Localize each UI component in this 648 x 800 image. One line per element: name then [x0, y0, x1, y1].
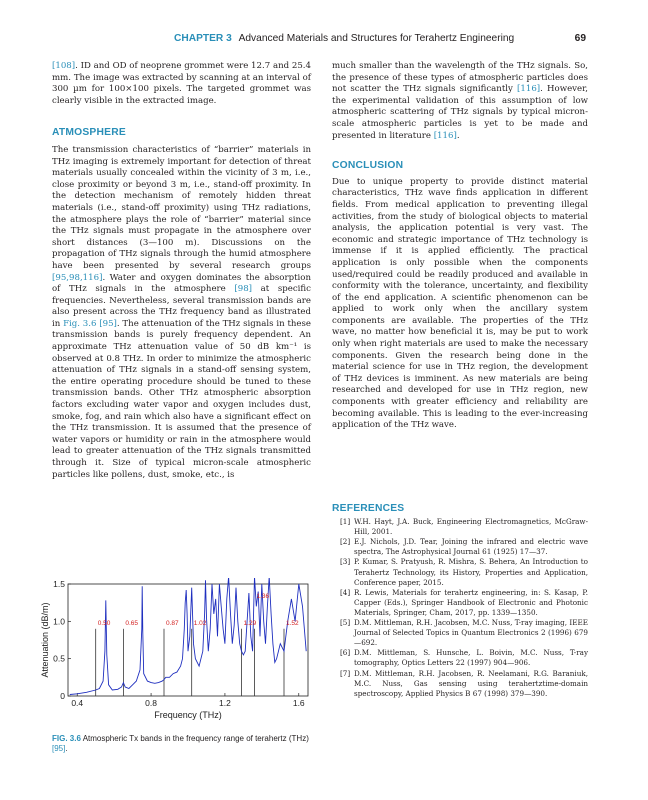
chapter-title: Advanced Materials and Structures for Terahertz Engineering: [238, 33, 515, 44]
reference-item: [332, 557, 588, 587]
reference-text: W.H. Hayt, J.A. Buck, Engineering Electromagnetics, McGraw-Hill, 2001.: [354, 517, 588, 537]
y-tick-label: 1.5: [53, 579, 65, 589]
reference-number: [4]: [340, 587, 351, 597]
reference-text: P. Kumar, S. Pratyush, R. Mishra, S. Behera, An Introduction to Terahertz Technology, its History, Properties and Application, Conference paper, 2015.: [354, 557, 588, 587]
reference-item: [332, 648, 588, 668]
citation-link[interactable]: [98]: [234, 284, 253, 295]
figure-caption: FIG. 3.6 Atmospheric Tx bands in the frequency range of terahertz (THz) [95].: [52, 734, 309, 754]
reference-number: [1]: [340, 517, 351, 527]
x-tick-label: 0.8: [145, 698, 157, 708]
y-tick-label: 0.5: [53, 653, 65, 664]
attenuation-chart: [38, 578, 313, 750]
x-tick-label: 1.6: [292, 698, 305, 708]
reference-item: [332, 618, 588, 648]
citation-link[interactable]: [116]: [433, 130, 457, 141]
running-header: [174, 33, 586, 47]
reference-item: [332, 537, 588, 557]
y-axis-label: Attenuation (dB/m): [40, 602, 50, 678]
reference-text: D.M. Mittleman, R.H. Jacobsen, M.C. Nuss, T-ray imaging, IEEE Journal of Selected Topics in Quantum Electronics 2 (1996) 679—692.: [354, 618, 588, 648]
band-label: 1.02: [193, 620, 207, 628]
figure-label: FIG. 3.6: [52, 734, 81, 743]
reference-text: D.M. Mittleman, R.H. Jacobsen, R. Neelamani, R.G. Baraniuk, M.C. Nuss, Gas sensing using terahertztime-domain spectroscopy, Applied Physics B 67 (1998) 379—390.: [354, 668, 588, 698]
left-column: [52, 61, 311, 481]
reference-list: [332, 517, 588, 699]
reference-item: [332, 517, 588, 537]
y-tick-label: 1.0: [53, 616, 65, 627]
band-label: 0.87: [166, 620, 179, 628]
page-number: 69: [574, 33, 586, 44]
reference-number: [3]: [340, 557, 351, 567]
x-axis-label: Frequency (THz): [154, 710, 222, 720]
attenuation-line: [70, 578, 306, 695]
band-label: 0.50: [97, 620, 111, 628]
y-tick-label: 0: [60, 691, 65, 701]
chapter-label: CHAPTER 3: [174, 33, 232, 44]
continued-paragraph: much smaller than the wavelength of the THz signals. So, the presence of these types of atmospheric particles does not scatter the THz signals significantly [116]. However, the experimental validation of this assumption of low atmospheric scattering of THz signals by typical micron-scale atmospheric particles is yet to be made and presented in literature [116].: [332, 61, 588, 141]
citation-link[interactable]: [116]: [517, 84, 541, 95]
right-column: [332, 61, 588, 432]
reference-number: [5]: [340, 618, 351, 628]
band-label: 1.52: [286, 620, 299, 628]
x-tick-label: 0.4: [71, 698, 84, 708]
reference-text: D.M. Mittleman, S. Hunsche, L. Boivin, M.C. Nuss, T-ray tomography, Optics Letters 22 (1997) 904—906.: [354, 648, 588, 668]
atmosphere-paragraph: The transmission characteristics of “barrier” materials in THz imaging is extremely important for detection of threat materials usually concealed within the vicinity of 3 m, i.e., close proximity or beyond 3 m, i.e., stand-off proximity. In the detection mechanism of remotely hidden threat materials (i.e., stand-off proximity) using THz radiations, the atmosphere plays the role of “barrier” material since the THz signals must propagate in the atmosphere over short distances (3—100 m). Discussions on the propagation of THz signals through the humid atmosphere have been presented by several research groups [95,98,116]. Water and oxygen dominates the absorption of THz signals in the atmosphere [98] at specific frequencies. Nevertheless, several transmission bands are also present across the THz frequency band as illustrated in Fig. 3.6 [95]. The attenuation of the THz signals in these transmission bands is purely frequency dependent. An approximate THz attenuation value of 50 dB km⁻¹ is observed at 0.8 THz. In order to minimize the atmospheric attenuation of THz signals in a stand-off sensing system, the entire operating procedure should be tuned to these transmission bands. Other THz atmospheric absorption factors excluding water vapor and oxygen includes dust, smoke, fog, and rain which also have a significant effect on the THz transmission. It is assumed that the presence of water vapors or humidity or rain in the atmosphere would lead to greater attenuation of the THz signals transmitted through it. Size of typical micron-scale atmospheric particles like pollens, dust, smoke, etc., is: [52, 144, 312, 480]
reference-number: [7]: [340, 668, 351, 678]
citation-link[interactable]: [95]: [52, 744, 66, 754]
reference-text: E.J. Nichols, J.D. Tear, Joining the infrared and electric wave spectra, The Astrophysical Journal 61 (1925) 17—37.: [354, 537, 588, 557]
reference-number: [2]: [340, 537, 351, 547]
band-label: 1.29: [243, 620, 257, 628]
band-label: 1.36: [256, 593, 270, 601]
citation-link[interactable]: [108]: [52, 61, 76, 71]
reference-item: [332, 588, 588, 618]
x-tick-label: 1.2: [219, 698, 231, 708]
citation-link[interactable]: [95,98,116]: [52, 272, 103, 283]
band-label: 0.65: [125, 620, 139, 628]
intro-paragraph: [108]. ID and OD of neoprene grommet were 12.7 and 25.4 mm. The image was extracted by scanning at an interval of 300 µm for 100×100 pixels. The targeted grommet was clearly visible in the extracted image.: [52, 61, 311, 106]
references-heading: REFERENCES: [332, 503, 405, 514]
figure-link[interactable]: Fig. 3.6 [95]: [63, 318, 117, 329]
conclusion-paragraph: Due to unique property to provide distinct material characteristics, THz wave finds application in different fields. From medical application to preventing illegal activities, from the study of biological objects to material analysis, the application potential is very vast. The economic and strategic importance of THz technology is immense if it is applied efficiently. The practical application is only possible when the components used/required could be readily produced and available in conformity with the tolerance, uncertainty, and flexibility of the end application. A scientific phenomenon can be applied to work only when the ancillary system components are available. The properties of the THz wave, no matter how beneficial it is, may be put to work only when right materials are used to make the necessary components. Given the research being done in the material science for use in THz region, the development of THz devices is imminent. As new materials are being researched and developed for use in THz region, new components with greater efficiency and reliability are becoming available. This is leading to the ever-increasing application of the THz wave.: [332, 176, 588, 431]
reference-text: R. Lewis, Materials for terahertz engineering, in: S. Kasap, P. Capper (Eds.), Springer Handbook of Electronic and Photonic Materials, Springer, Cham, 2017, pp. 1339—1350.: [354, 587, 588, 617]
reference-item: [332, 669, 588, 699]
reference-number: [6]: [340, 648, 351, 658]
references-section: [332, 504, 588, 699]
conclusion-heading: CONCLUSION: [332, 160, 404, 172]
atmosphere-heading: ATMOSPHERE: [52, 127, 126, 139]
